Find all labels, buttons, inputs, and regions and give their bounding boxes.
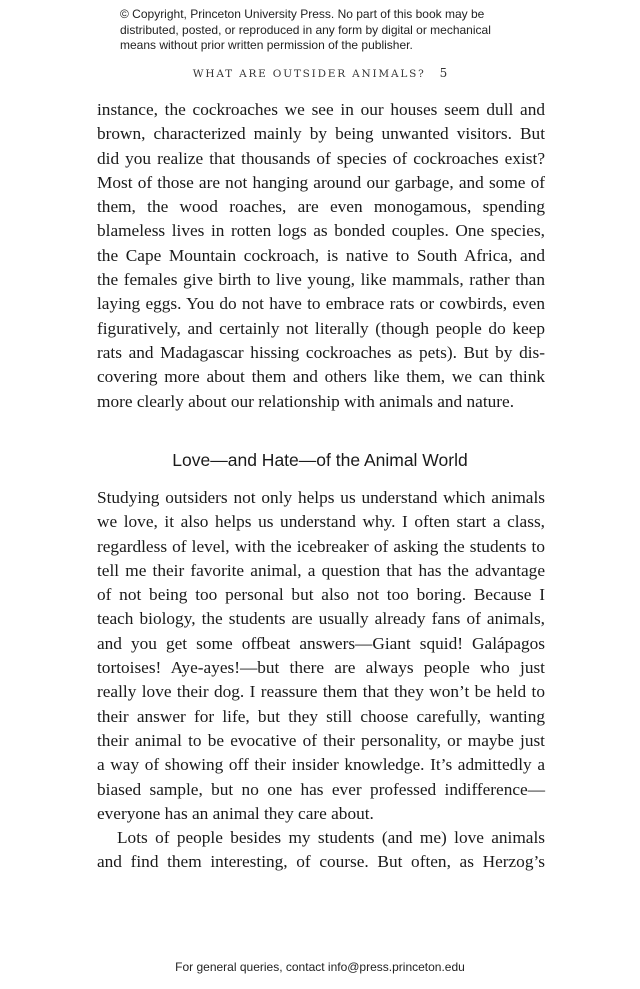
copyright-line: means without prior written permission of the publisher. <box>120 38 413 52</box>
page-number: 5 <box>439 66 448 80</box>
text-line: their answer for life, but they still choose carefully, wanting <box>97 706 545 726</box>
text-line: tell me their favorite animal, a question that has the advantage <box>97 560 545 580</box>
text-line: tortoises! Aye-ayes!—but there are always people who just <box>97 658 545 678</box>
text-line: of not being too personal but also not too boring. Because I <box>97 585 545 605</box>
paragraph-love-animals <box>97 486 545 875</box>
footer-contact: For general queries, contact info@press.princeton.edu <box>175 960 465 974</box>
section-heading: Love—and Hate—of the Animal World <box>172 450 468 470</box>
copyright-notice <box>120 7 560 54</box>
text-line: instance, the cockroaches we see in our houses seem dull and <box>97 100 545 119</box>
text-line: brown, characterized mainly by being unwanted visitors. But <box>97 124 545 144</box>
text-line: really love their dog. I reassure them that they won’t be held to <box>97 682 545 702</box>
copyright-line: © Copyright, Princeton University Press. No part of this book may be <box>120 7 485 21</box>
text-line: the Cape Mountain cockroach, is native to South Africa, and <box>97 245 545 265</box>
text-line: covering more about them and others like them, we can think <box>97 367 545 387</box>
text-line: their animal to be evocative of their personality, or maybe just <box>97 730 545 750</box>
text-line: them, the wood roaches, are even monogamous, spending <box>97 197 545 217</box>
copyright-line: distributed, posted, or reproduced in any form by digital or mechanical <box>120 22 491 37</box>
text-line: everyone has an animal they care about. <box>97 803 374 823</box>
text-line: regardless of level, with the icebreaker of asking the students to <box>97 536 545 556</box>
text-line: Studying outsiders not only helps us understand which animals <box>97 488 545 507</box>
text-line: teach biology, the students are usually already fans of animals, <box>97 609 545 629</box>
running-head-title: WHAT ARE OUTSIDER ANIMALS? <box>192 68 426 80</box>
text-line: biased sample, but no one has ever professed indifference— <box>97 779 545 799</box>
text-line: and you get some offbeat answers—Giant squid! Galápagos <box>97 633 545 653</box>
text-line: Most of those are not hanging around our garbage, and some of <box>97 172 545 192</box>
paragraph-cockroaches <box>97 98 545 414</box>
text-line: we love, it also helps us understand why. I often start a class, <box>97 512 545 532</box>
text-line: did you realize that thousands of species of cockroaches exist? <box>97 148 545 168</box>
text-line: blameless lives in rotten logs as bonded couples. One species, <box>97 221 545 241</box>
text-line: laying eggs. You do not have to embrace rats or cowbirds, even <box>97 294 545 314</box>
text-line: and find them interesting, of course. But often, as Herzog’s <box>97 852 545 872</box>
text-line: a way of showing off their insider knowledge. It’s admittedly a <box>97 755 545 775</box>
text-line: Lots of people besides my students (and me) love animals <box>117 828 545 848</box>
text-line: the females give birth to live young, like mammals, rather than <box>97 270 545 290</box>
text-line: figuratively, and certainly not literally (though people do keep <box>97 318 545 338</box>
text-line: more clearly about our relationship with animals and nature. <box>97 391 515 411</box>
text-line: rats and Madagascar hissing cockroaches as pets). But by dis- <box>97 342 545 362</box>
running-head <box>0 66 640 80</box>
